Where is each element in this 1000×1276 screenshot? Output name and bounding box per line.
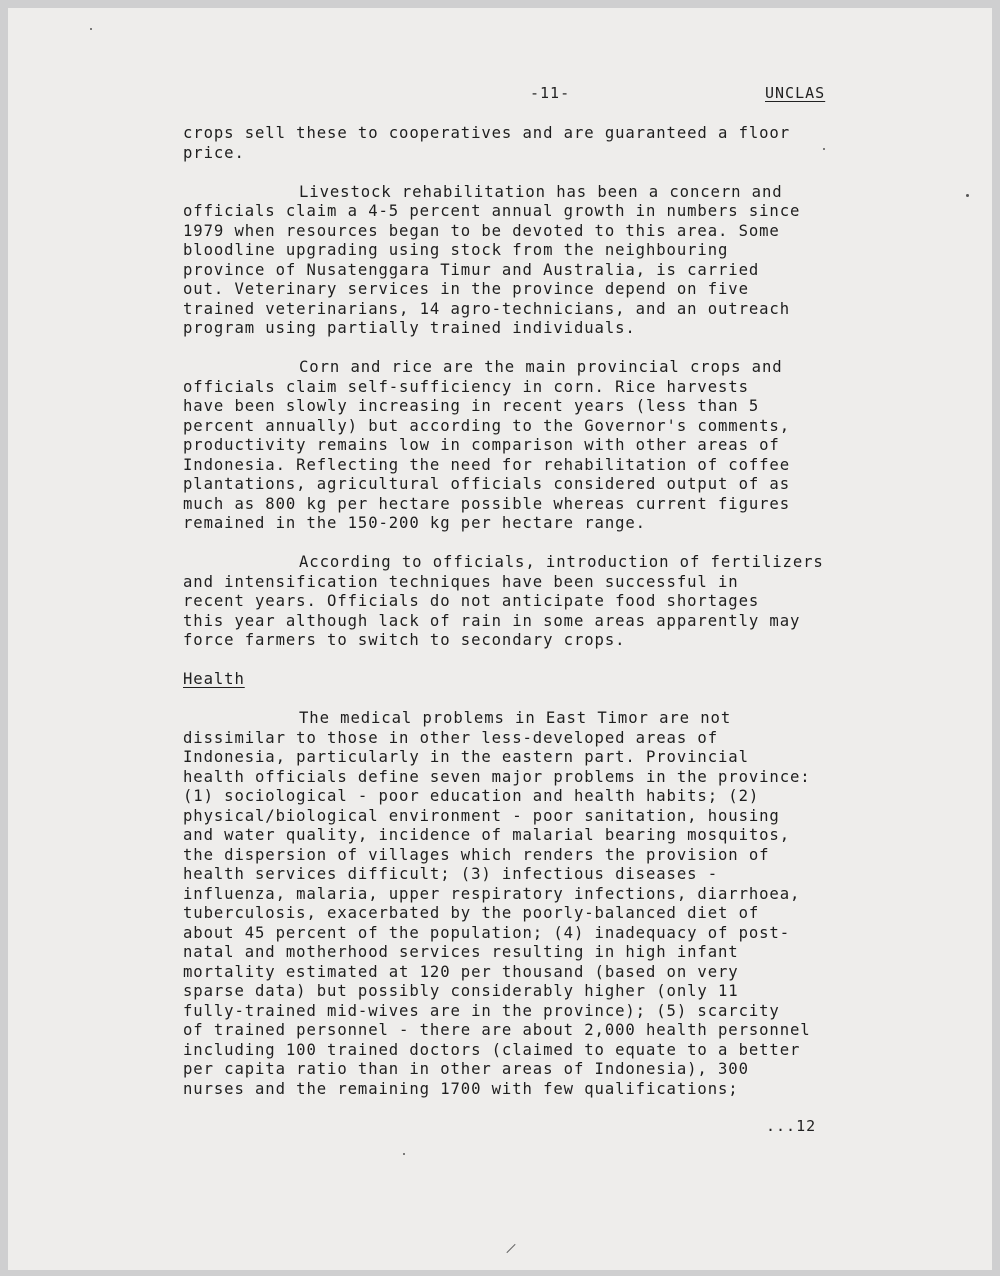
paragraph-corn-rice: Corn and rice are the main provincial crops and officials claim self-sufficiency in corn. Rice harvests have been slowly increasing in recent years (less than 5 percent annually) but according to the Governor's comments, productivity remains low in comparison with other areas of Indonesia. Reflecting the need for rehabilitation of coffee plantations, agricultural officials considered output of as much as 800 kg per hectare possible whereas current figures remained in the 150-200 kg per hectare range. [183,358,791,532]
document-body [183,124,913,1119]
page-number: -11- [530,84,571,102]
paper-speck [823,148,825,150]
paragraph-crops-continued: crops sell these to cooperatives and are guaranteed a floor price. [183,124,791,162]
document-page [8,8,992,1270]
paper-speck [966,194,969,197]
classification-marking: UNCLAS [765,84,826,102]
continuation-marker: ...12 [766,1117,817,1135]
paragraph-medical-problems: The medical problems in East Timor are not dissimilar to those in other less-developed areas of Indonesia, particularly in the eastern part. Provincial health officials define seven major problems in the province: (1) sociological - poor education and health habits; (2) physical/biological environment - poor sanitation, housing and water quality, incidence of malarial bearing mosquitos, the dispersion of villages which renders the provision of health services difficult; (3) infectious diseases - influenza, malaria, upper respiratory infections, diarrhoea, tuberculosis, exacerbated by the poorly-balanced diet of about 45 percent of the population; (4) inadequacy of post- natal and motherhood services resulting in high infant mortality estimated at 120 per thousand (based on very sparse data) but possibly considerably higher (only 11 fully-trained mid-wives are in the province); (5) scarcity of trained personnel - there are about 2,000 health personnel including 100 trained doctors (claimed to equate to a better per capita ratio than in other areas of Indonesia), 300 nurses and the remaining 1700 with few qualifications; [183,709,811,1098]
paper-speck [403,1153,405,1155]
pencil-mark [506,1244,515,1253]
section-heading-health: Health [183,670,245,688]
paragraph-livestock: Livestock rehabilitation has been a concern and officials claim a 4-5 percent annual growth in numbers since 1979 when resources began to be devoted to this area. Some bloodline upgrading using stock from the neighbouring province of Nusatenggara Timur and Australia, is carried out. Veterinary services in the province depend on five trained veterinarians, 14 agro-technicians, and an outreach program using partially trained individuals. [183,182,801,337]
paper-speck [90,28,92,30]
paragraph-fertilizers: According to officials, introduction of fertilizers and intensification techniques have been successful in recent years. Officials do not anticipate food shortages this year although lack of rain in some areas apparently may force farmers to switch to secondary crops. [183,553,824,649]
